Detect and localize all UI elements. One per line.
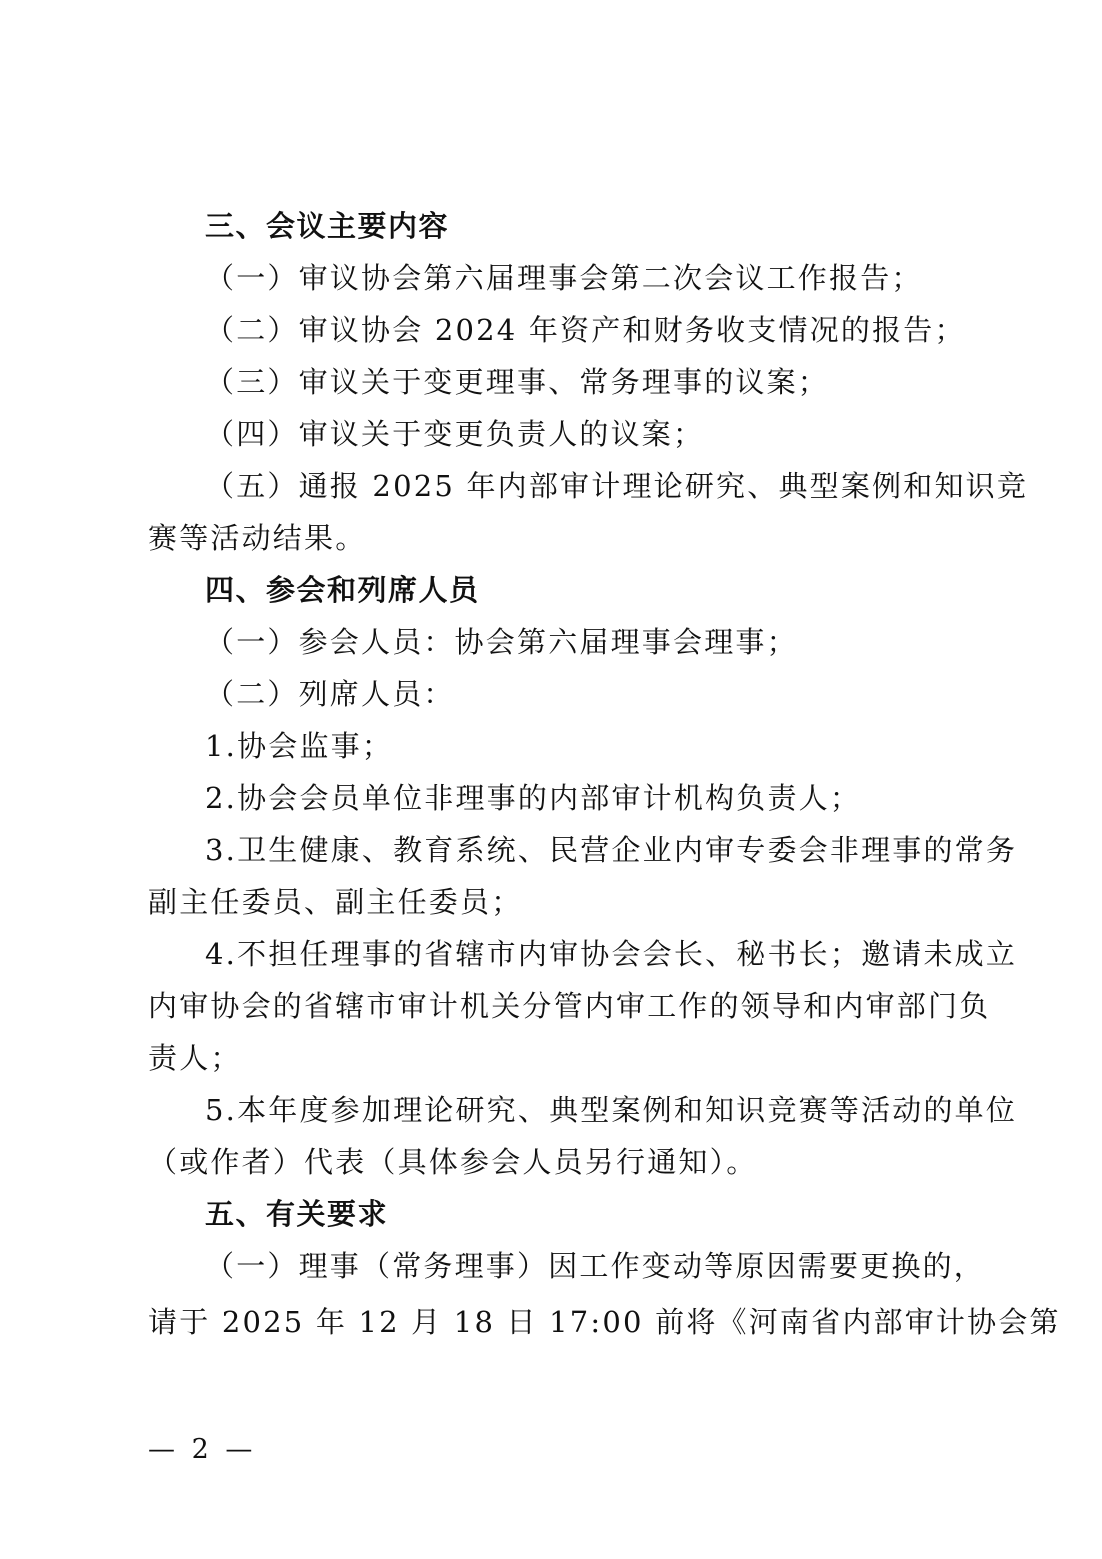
paragraph-line: 副主任委员、副主任委员； (148, 885, 523, 919)
paragraph-line: 请于 2025 年 12 月 18 日 17:00 前将《河南省内部审计协会第 (148, 1305, 1061, 1339)
paragraph-line: （五）通报 2025 年内部审计理论研究、典型案例和知识竞 (205, 469, 1029, 503)
paragraph-line: 3.卫生健康、教育系统、民营企业内审专委会非理事的常务 (205, 833, 1018, 867)
paragraph-line: 赛等活动结果。 (148, 521, 367, 555)
section-heading-four: 四、参会和列席人员 (205, 573, 480, 607)
paragraph-line: 5.本年度参加理论研究、典型案例和知识竞赛等活动的单位 (205, 1093, 1018, 1127)
section-heading-three: 三、会议主要内容 (205, 209, 450, 243)
paragraph-line: （三）审议关于变更理事、常务理事的议案； (205, 365, 830, 399)
paragraph-line: 4.不担任理事的省辖市内审协会会长、秘书长；邀请未成立 (205, 937, 1018, 971)
section-heading-five: 五、有关要求 (205, 1197, 389, 1231)
paragraph-line: 1.协会监事； (205, 729, 394, 763)
paragraph-line: （或作者）代表（具体参会人员另行通知）。 (148, 1145, 758, 1179)
page-number: — 2 — (148, 1434, 257, 1465)
paragraph-line: 内审协会的省辖市审计机关分管内审工作的领导和内审部门负 (148, 989, 991, 1023)
paragraph-line: （二）审议协会 2024 年资产和财务收支情况的报告； (205, 313, 966, 347)
paragraph-line: （一）审议协会第六届理事会第二次会议工作报告； (205, 261, 923, 295)
paragraph-line: （一）理事（常务理事）因工作变动等原因需要更换的， (205, 1249, 986, 1283)
paragraph-line: 2.协会会员单位非理事的内部审计机构负责人； (205, 781, 862, 815)
paragraph-line: 责人； (148, 1041, 242, 1075)
paragraph-line: （二）列席人员： (205, 677, 455, 711)
paragraph-line: （一）参会人员：协会第六届理事会理事； (205, 625, 798, 659)
paragraph-line: （四）审议关于变更负责人的议案； (205, 417, 705, 451)
